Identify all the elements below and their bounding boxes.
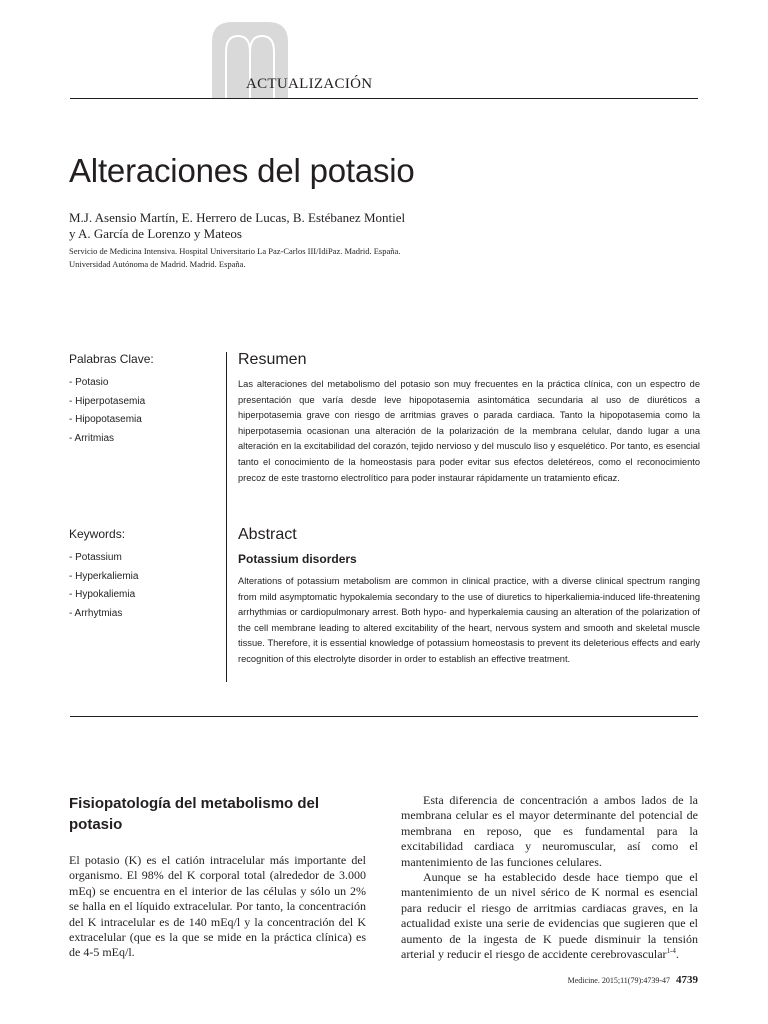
abstract-text: Alterations of potassium metabolism are common in clinical practice, with a diverse clinical spectrum ranging from mild asymptomatic hypokalemia secondary to the use of diuretics to hiperkaliemia-induced life-threatening arrhythmias or cardiopulmonary arrest. Both hypo- and hyperkalemia causing an alteration of the polarization of the cell membrane leading to altered excitability of the heart, nervous system and smooth and skeletal muscle tissue. Therefore, it is essential knowledge of potassium homeostasis to prevent its deleterious effects and early recognition of this electrolyte disorder in order to establish an effective treatment. bbox=[238, 576, 700, 664]
palabras-clave-item: - Hipopotasemia bbox=[69, 414, 142, 425]
page-number: 4739 bbox=[676, 974, 698, 986]
column-divider bbox=[226, 352, 227, 682]
abstract-block bbox=[238, 526, 700, 668]
palabras-clave-item: - Hiperpotasemia bbox=[69, 395, 146, 407]
abstract-title: Abstract bbox=[238, 526, 297, 543]
body-paragraph: El potasio (K) es el catión intracelular más importante del organismo. El 98% del K corporal total (alrededor de 3.000 mEq) se encuentra en el interior de las células y sólo un 2% se halla en el líquido extracelular. Por tanto, la concentración del K intracelular es de 140 mEq/l y la concentración del K extracelular (que es la que se mide en la práctica clínica) es de 4-5 mEq/l. bbox=[69, 853, 366, 960]
keywords-title: Keywords: bbox=[69, 527, 126, 541]
keyword-item: - Arrhytmias bbox=[69, 607, 123, 619]
affiliation-2: Universidad Autónoma de Madrid. Madrid. España. bbox=[69, 259, 246, 269]
body-paragraph-text: Aunque se ha establecido desde hace tiempo que el mantenimiento de un nivel sérico de K normal es esencial para reducir el riesgo de arritmias cardiacas graves, en la actualidad existe una serie de evidencias que sugieren que el aumento de la ingesta de K puede disminuir la tensión arterial y reducir el riesgo de accidente cerebrovascular bbox=[401, 870, 698, 962]
article-title: Alteraciones del potasio bbox=[69, 152, 415, 189]
authors bbox=[69, 210, 569, 242]
section-label: ACTUALIZACIÓN bbox=[246, 76, 373, 92]
section-divider bbox=[70, 716, 698, 717]
body-paragraph-end: . bbox=[675, 947, 679, 962]
body-paragraph: Esta diferencia de concentración a ambos lados de la membrana celular es el mayor determinante del potencial de membrana en reposo, que es fundamental para la excitabilidad cardiaca y neuromuscular, así como el mantenimiento de las funciones celulares. bbox=[401, 793, 698, 869]
keyword-item: - Potassium bbox=[69, 552, 122, 563]
authors-line-1: M.J. Asensio Martín, E. Herrero de Lucas, B. Estébanez Montiel bbox=[69, 210, 406, 225]
keywords-block bbox=[69, 527, 138, 623]
page-footer bbox=[568, 974, 698, 986]
abstract-subtitle: Potassium disorders bbox=[238, 552, 357, 566]
keyword-item: - Hyperkaliemia bbox=[69, 570, 139, 582]
palabras-clave-item: - Arritmias bbox=[69, 432, 114, 444]
palabras-clave-title: Palabras Clave: bbox=[69, 352, 154, 366]
citation-superscript: 1-4 bbox=[666, 947, 676, 956]
section-heading: Fisiopatología del metabolismo del potasio bbox=[69, 795, 320, 833]
affiliations bbox=[69, 245, 629, 271]
palabras-clave-block bbox=[69, 352, 154, 448]
resumen-text: Las alteraciones del metabolismo del potasio son muy frecuentes en la práctica clínica, con un espectro de presentación que varía desde leve hipopotasemia asintomática secundaria al uso de diuréticos a hiperpotasemia grave con riesgo de arritmias graves o parada cardiaca. Tanto la hipopotasemia como la hiperpotasemia ocasionan una alteración de la polarización de la membrana celular, dando lugar a una alteración en la excitabilidad del corazón, tejido nervioso y del musculo liso y esquelético. Por tanto, es esencial tanto el conocimiento de la homeostasis para poder evitar sus efectos deletéreos, como el reconocimiento precoz de este trastorno electrolítico para poder instaurar rápidamente un tratamiento eficaz. bbox=[238, 379, 700, 483]
resumen-block bbox=[238, 351, 700, 486]
keyword-item: - Hypokaliemia bbox=[69, 589, 136, 600]
affiliation-1: Servicio de Medicina Intensiva. Hospital Universitario La Paz-Carlos III/IdiPaz. Madrid. España. bbox=[69, 246, 401, 256]
body-column-right bbox=[401, 793, 698, 962]
authors-line-2: y A. García de Lorenzo y Mateos bbox=[69, 226, 242, 241]
body-column-left bbox=[69, 853, 366, 961]
body-paragraph bbox=[401, 870, 698, 962]
header-divider bbox=[70, 98, 698, 99]
footer-citation: Medicine. 2015;11(79):4739-47 bbox=[567, 976, 670, 985]
resumen-title: Resumen bbox=[238, 351, 307, 368]
palabras-clave-item: - Potasio bbox=[69, 377, 109, 388]
